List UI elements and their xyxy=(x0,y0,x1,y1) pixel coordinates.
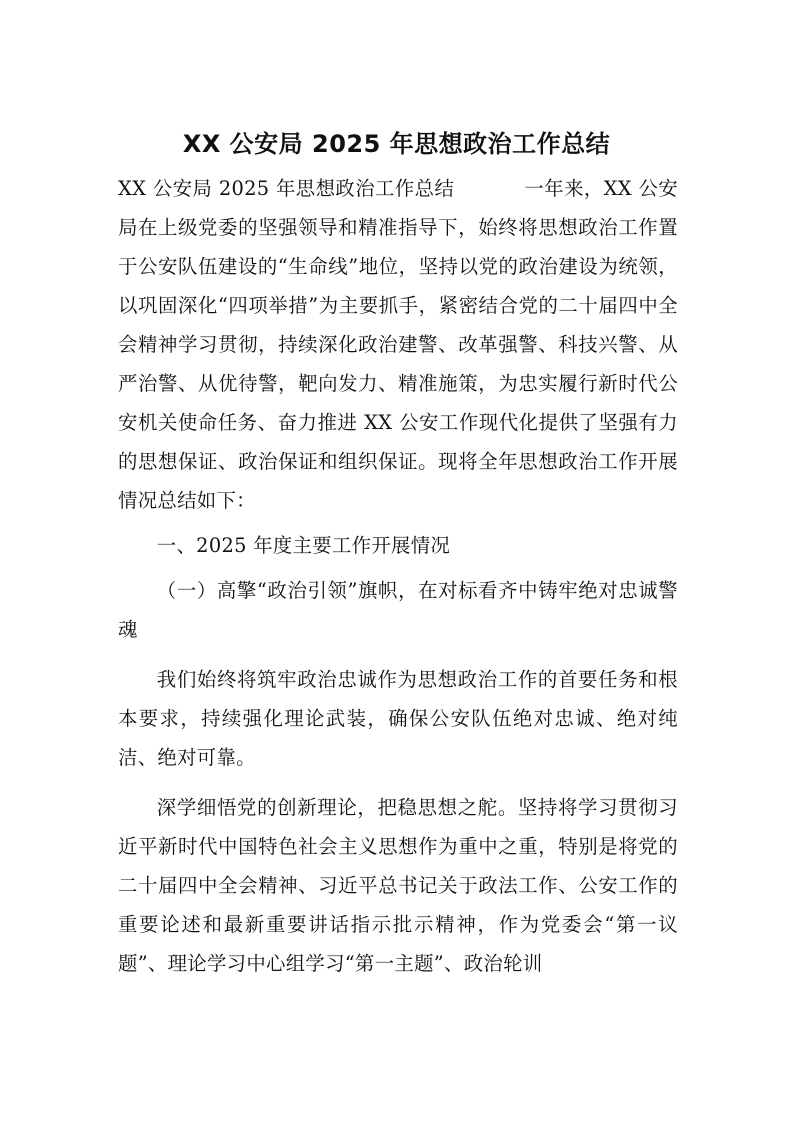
intro-prefix: XX 公安局 2025 年思想政治工作总结 xyxy=(118,177,455,200)
section-heading-1: 一、2025 年度主要工作开展情况 xyxy=(156,534,451,557)
document-body xyxy=(118,169,678,983)
subsection-heading-1: （一）高擎“政治引领”旗帜，在对标看齐中铸牢绝对忠诚警魂 xyxy=(118,579,678,641)
body-paragraph-2: 深学细悟党的创新理论，把稳思想之舵。坚持将学习贯彻习近平新时代中国特色社会主义思想作为重中之重，特别是将党的二十届四中全会精神、习近平总书记关于政法工作、公安工作的重要论述和最新重要讲话指示批示精神，作为党委会“第一议题”、理论学习中心组学习“第一主题”、政治轮训 xyxy=(118,796,678,975)
document-title: XX 公安局 2025 年思想政治工作总结 xyxy=(182,130,611,158)
body-paragraph-1: 我们始终将筑牢政治忠诚作为思想政治工作的首要任务和根本要求，持续强化理论武装，确保公安队伍绝对忠诚、绝对纯洁、绝对可靠。 xyxy=(118,668,678,769)
intro-text: 一年来，XX 公安局在上级党委的坚强领导和精准指导下，始终将思想政治工作置于公安队伍建设的“生命线”地位，坚持以党的政治建设为统领，以巩固深化“四项举措”为主要抓手，紧密结合党的二十届四中全会精神学习贯彻，持续深化政治建警、改革强警、科技兴警、从严治警、从优待警，靶向发力、精准施策，为忠实履行新时代公安机关使命任务、奋力推进 XX 公安工作现代化提供了坚强有力的思想保证、政治保证和组织保证。现将全年思想政治工作开展情况总结如下： xyxy=(118,177,678,512)
intro-paragraph xyxy=(118,169,678,520)
